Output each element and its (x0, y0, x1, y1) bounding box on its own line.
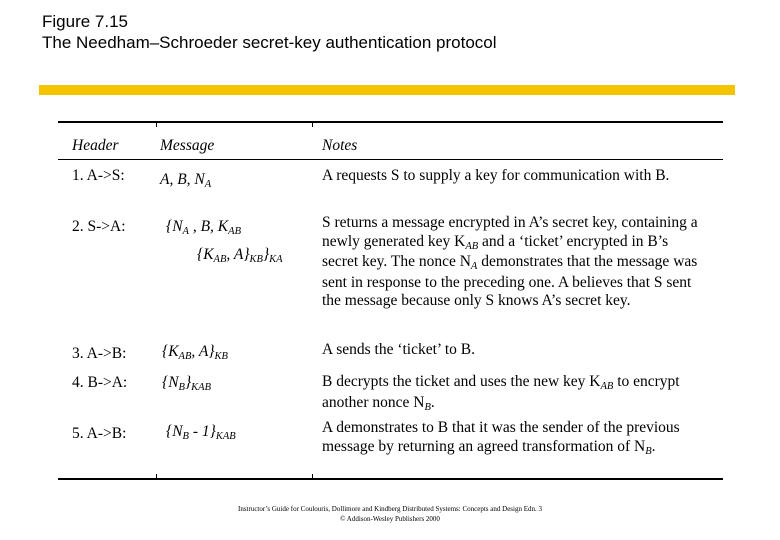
footer-credit (0, 504, 780, 524)
row-1-header: 1. A->S: (72, 167, 125, 184)
header-separator-line (58, 159, 723, 160)
row-2-message-line-1: {NA , B, KAB (166, 218, 241, 237)
column-tick (156, 121, 157, 127)
row-2-header: 2. S->A: (72, 218, 126, 235)
row-5-note: A demonstrates to B that it was the sender of the previous message by returning an agreed transformation of NB. (322, 419, 680, 457)
column-tick (312, 474, 313, 480)
table-top-line (58, 121, 723, 123)
footer-line-2: © Addison-Wesley Publishers 2000 (340, 515, 440, 523)
figure-title: The Needham–Schroeder secret-key authentication protocol (42, 33, 497, 52)
yellow-rule (39, 85, 735, 95)
row-5-message: {NB - 1}KAB (166, 423, 236, 442)
row-2-message-line-2: {KAB, A}KB}KA (197, 246, 283, 265)
column-header-header: Header (72, 137, 119, 154)
footer-line-1: Instructor’s Guide for Coulouris, Dollimore and Kindberg Distributed Systems: Concepts and Design Edn. 3 (237, 505, 542, 513)
row-2-note: S returns a message encrypted in A’s secret key, containing a newly generated key KAB and a ‘ticket’ encrypted in B’s secret key. The nonce NA demonstrates that the message was sent in response to the preceding one. A believes that S sent the message because only S knows A’s secret key. (322, 214, 698, 309)
column-tick (312, 121, 313, 127)
column-header-message: Message (160, 137, 215, 154)
row-1-note: A requests S to supply a key for communication with B. (322, 167, 670, 184)
row-1-message: A, B, NA (160, 171, 212, 190)
row-3-header: 3. A->B: (72, 345, 127, 362)
column-header-notes: Notes (322, 137, 358, 154)
figure-label: Figure 7.15 (42, 12, 128, 31)
table-bottom-line (58, 478, 723, 480)
figure-title-block (42, 11, 742, 53)
column-tick (156, 474, 157, 480)
row-4-header: 4. B->A: (72, 374, 128, 391)
row-5-header: 5. A->B: (72, 425, 127, 442)
row-4-note: B decrypts the ticket and uses the new key KAB to encrypt another nonce NB. (322, 373, 680, 413)
row-3-message: {KAB, A}KB (162, 343, 228, 362)
row-4-message: {NB}KAB (162, 374, 212, 393)
row-3-note: A sends the ‘ticket’ to B. (322, 341, 475, 358)
